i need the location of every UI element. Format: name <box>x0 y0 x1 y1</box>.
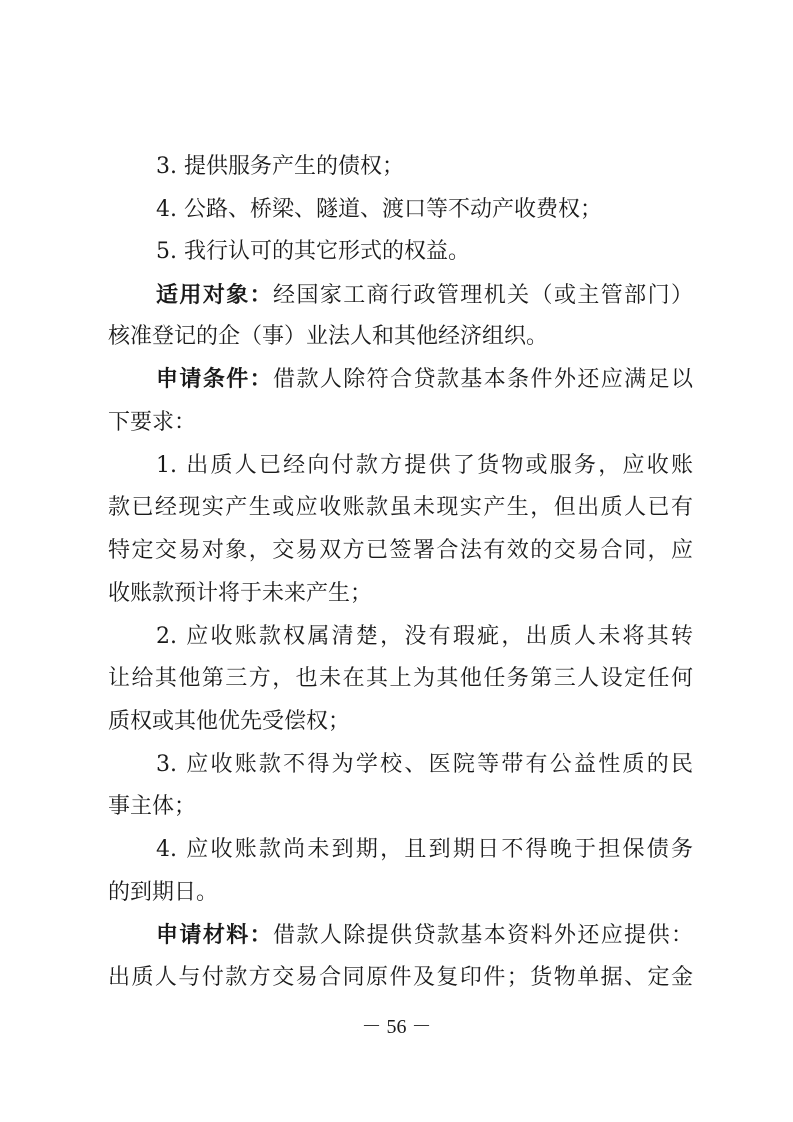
item-line: 5. 我行认可的其它形式的权益。 <box>156 239 470 264</box>
body-line: 特定交易对象，交易双方已签署合法有效的交易合同，应 <box>108 538 693 563</box>
item-line: 3. 应收账款不得为学校、医院等带有公益性质的民 <box>156 752 693 777</box>
item-line: 4. 应收账款尚未到期，且到期日不得晚于担保债务 <box>156 837 693 862</box>
body-line: 核准登记的企（事）业法人和其他经济组织。 <box>108 324 549 349</box>
item-line: 2. 应收账款权属清楚，没有瑕疵，出质人未将其转 <box>156 624 693 649</box>
section-label-conditions: 申请条件： <box>156 367 274 392</box>
body-line: 下要求： <box>108 410 197 435</box>
section-line-materials: 申请材料：借款人除提供贷款基本资料外还应提供： <box>156 923 693 948</box>
section-line-conditions: 申请条件：借款人除符合贷款基本条件外还应满足以 <box>156 367 693 392</box>
body-line: 款已经现实产生或应收账款虽未现实产生，但出质人已有 <box>108 495 693 520</box>
body-line: 的到期日。 <box>108 880 219 905</box>
item-line: 3. 提供服务产生的债权； <box>156 154 404 179</box>
body-line: 事主体； <box>108 794 197 819</box>
section-label-materials: 申请材料： <box>156 923 274 948</box>
body-line: 出质人与付款方交易合同原件及复印件；货物单据、定金 <box>108 965 693 990</box>
page-number: － 56 － <box>361 1016 432 1038</box>
section-label-applicable: 适用对象： <box>156 283 274 308</box>
item-line: 4. 公路、桥梁、隧道、渡口等不动产收费权； <box>156 197 602 222</box>
body-line: 收账款预计将于未来产生； <box>108 581 373 606</box>
section-line-applicable: 适用对象：经国家工商行政管理机关（或主管部门） <box>156 283 693 308</box>
body-line: 让给其他第三方，也未在其上为其他任务第三人设定任何 <box>108 666 693 691</box>
body-line: 质权或其他优先受偿权； <box>108 709 351 734</box>
item-line: 1. 出质人已经向付款方提供了货物或服务，应收账 <box>156 453 693 478</box>
